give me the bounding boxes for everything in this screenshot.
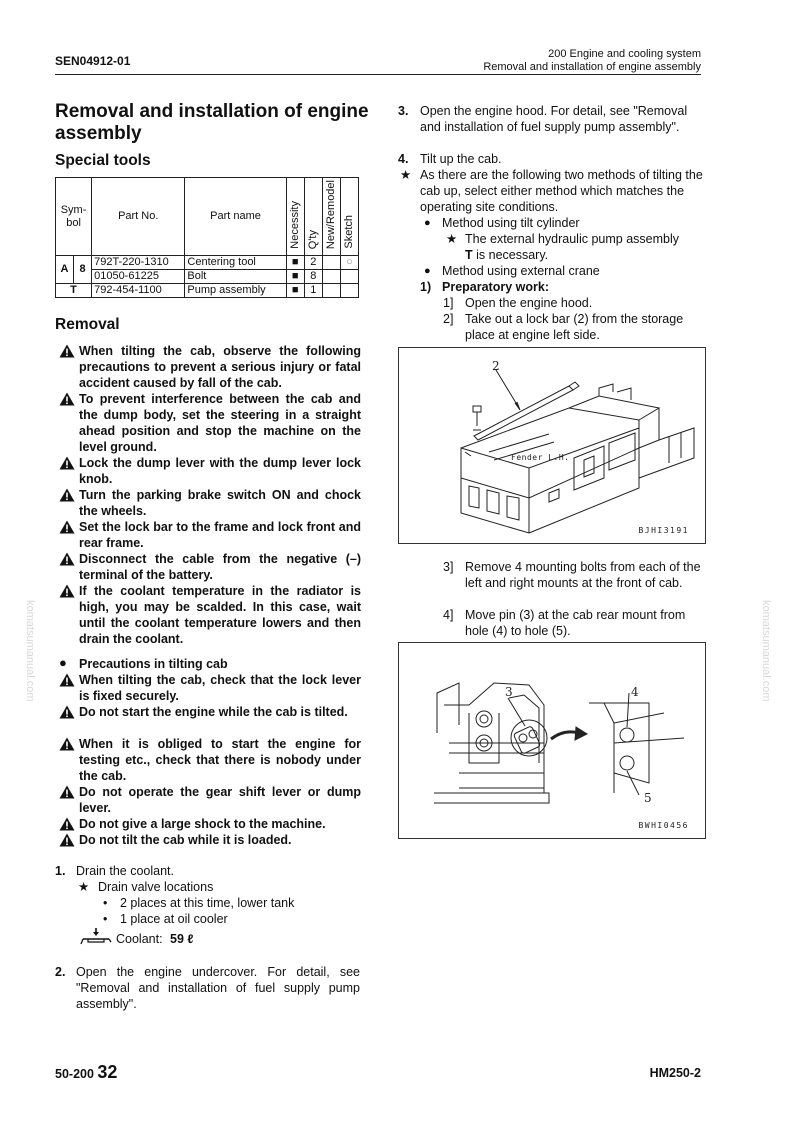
- step-4-text: Tilt up the cab.: [420, 152, 502, 166]
- col-qty-label: Q'ty: [306, 229, 319, 250]
- row-qty: 1: [304, 284, 322, 298]
- warning-item: [59, 455, 361, 487]
- table-row: [56, 270, 359, 284]
- header-section: [483, 48, 701, 74]
- row-symbol: A: [56, 256, 74, 284]
- warning-text: If the coolant temperature in the radiator is high, you may be scalded. In this case, wait until the coolant temperature lowers and then drain the coolant.: [79, 584, 361, 646]
- warning-triangle-icon: [59, 456, 75, 470]
- figure-lock-bar: [398, 347, 706, 544]
- step-2-number: 2.: [55, 965, 66, 979]
- warning-triangle-icon: [59, 833, 75, 847]
- row-new-remodel: [322, 256, 340, 270]
- star-icon: ★: [400, 168, 412, 182]
- table-row: [56, 256, 359, 270]
- special-tools-heading: Special tools: [55, 152, 151, 169]
- warning-item: [59, 391, 361, 455]
- prep-step-3-number: 3]: [443, 560, 454, 574]
- warning-text: Lock the dump lever with the dump lever lock knob.: [79, 456, 361, 486]
- coolant-label: Coolant:: [116, 932, 163, 946]
- bullet-icon: ●: [59, 655, 67, 670]
- row-part-name: Centering tool: [185, 256, 286, 270]
- tilt-precautions-heading: Precautions in tilting cab: [79, 657, 228, 671]
- header-rule: [55, 74, 701, 75]
- warning-triangle-icon: [59, 737, 75, 751]
- step-4-star-text: As there are the following two methods of tilting the cab up, select either method which matches the operating site conditions.: [420, 168, 703, 214]
- removal-heading: Removal: [55, 316, 120, 333]
- row-part-no: 792T-220-1310: [92, 256, 185, 270]
- row-new-remodel: [322, 284, 340, 298]
- warning-item: [59, 704, 361, 720]
- figure-1-fender-label: Fender L.H.: [511, 453, 570, 462]
- prep-step-1-number: 1]: [443, 296, 454, 310]
- step-1-star-text: Drain valve locations: [98, 880, 214, 894]
- figure-1-callout-2: 2: [492, 359, 502, 373]
- method-1-star-text: [465, 231, 705, 263]
- row-qty: 2: [304, 256, 322, 270]
- warning-triangle-icon: [59, 673, 75, 687]
- row-part-name: Pump assembly: [185, 284, 286, 298]
- row-necessity: ■: [286, 256, 304, 270]
- col-symbol: Sym-bol: [56, 178, 92, 256]
- col-sketch: [340, 178, 358, 256]
- col-sketch-label: Sketch: [342, 215, 355, 250]
- warning-item: [59, 672, 361, 704]
- warning-triangle-icon: [59, 488, 75, 502]
- warning-text: Disconnect the cable from the negative (–) terminal of the battery.: [79, 552, 361, 582]
- star-icon: ★: [446, 232, 458, 246]
- warning-text: When it is obliged to start the engine for testing etc., check that there is nobody under the cab.: [79, 737, 361, 783]
- prep-step-1-text: Open the engine hood.: [465, 296, 593, 310]
- warning-triangle-icon: [59, 584, 75, 598]
- warning-triangle-icon: [59, 785, 75, 799]
- warning-item: [59, 816, 361, 832]
- col-part-no: Part No.: [92, 178, 185, 256]
- row-new-remodel: [322, 270, 340, 284]
- figure-1-code: BJHI3191: [638, 526, 689, 535]
- special-tools-table: [55, 177, 359, 298]
- warning-text: Do not start the engine while the cab is tilted.: [79, 705, 348, 719]
- warning-text: When tilting the cab, check that the lock lever is fixed securely.: [79, 673, 361, 703]
- warning-item: [59, 519, 361, 551]
- prep-step-2-number: 2]: [443, 312, 454, 326]
- step-4-number: 4.: [398, 152, 409, 166]
- page-title: Removal and installation of engine assembly: [55, 101, 369, 144]
- warning-item: [59, 343, 361, 391]
- lock-bar-illustration: [399, 348, 705, 543]
- prep-step-3-text: Remove 4 mounting bolts from each of the left and right mounts at the front of cab.: [465, 560, 701, 590]
- warning-text: Turn the parking brake switch ON and chock the wheels.: [79, 488, 361, 518]
- header-section-title: 200 Engine and cooling system: [548, 48, 701, 60]
- warning-triangle-icon: [59, 344, 75, 358]
- row-sub: 8: [74, 256, 92, 284]
- cab-rear-mount-illustration: [399, 643, 705, 838]
- row-qty: 8: [304, 270, 322, 284]
- bullet-icon: ●: [424, 265, 431, 277]
- col-part-name: Part name: [185, 178, 286, 256]
- table-row: [56, 284, 359, 298]
- warning-item: [59, 487, 361, 519]
- col-new-remodel: [322, 178, 340, 256]
- row-symbol: T: [56, 284, 92, 298]
- row-necessity: ■: [286, 284, 304, 298]
- bullet-icon: •: [103, 912, 108, 926]
- method-1-star-text-c: is necessary.: [476, 248, 549, 262]
- row-necessity: ■: [286, 270, 304, 284]
- star-icon: ★: [78, 880, 90, 894]
- figure-pin-holes: [398, 642, 706, 839]
- col-new-remodel-label: New/Remodel: [324, 180, 337, 250]
- model-name: HM250-2: [649, 1066, 701, 1080]
- col-necessity-label: Necessity: [288, 201, 301, 250]
- row-part-name: Bolt: [185, 270, 286, 284]
- step-1-bullet-1: 2 places at this time, lower tank: [120, 896, 295, 910]
- watermark-left: komatsumanual.com: [24, 600, 36, 702]
- prep-number: 1): [420, 280, 432, 294]
- method-1-text: Method using tilt cylinder: [442, 216, 580, 230]
- method-2-text: Method using external crane: [442, 264, 600, 278]
- row-part-no: 01050-61225: [92, 270, 185, 284]
- figure-2-code: BWHI0456: [638, 821, 689, 830]
- page-number-main: 32: [97, 1062, 118, 1082]
- step-1-bullet-2: 1 place at oil cooler: [120, 912, 228, 926]
- watermark-right: komatsumanual.com: [760, 600, 772, 702]
- warning-item: [59, 784, 361, 816]
- row-sketch: [340, 284, 358, 298]
- warning-text: Do not operate the gear shift lever or dump lever.: [79, 785, 361, 815]
- bullet-icon: ●: [424, 217, 431, 229]
- method-1-star-text-a: The external hydraulic pump assembly: [465, 232, 679, 246]
- warning-triangle-icon: [59, 520, 75, 534]
- warning-text: Do not give a large shock to the machine.: [79, 817, 326, 831]
- warning-text: Do not tilt the cab while it is loaded.: [79, 833, 292, 847]
- method-1-star-symbol: T: [465, 248, 473, 262]
- row-sketch: ○: [340, 256, 358, 270]
- prep-step-2-text: Take out a lock bar (2) from the storage place at engine left side.: [465, 312, 684, 342]
- step-2-text: Open the engine undercover. For detail, see "Removal and installation of fuel supply pump assembly".: [76, 965, 360, 1011]
- warning-item: [59, 583, 361, 647]
- table-header-row: [56, 178, 359, 256]
- warning-triangle-icon: [59, 392, 75, 406]
- warning-triangle-icon: [59, 552, 75, 566]
- bullet-icon: •: [103, 896, 108, 910]
- prep-heading: Preparatory work:: [442, 280, 549, 294]
- warning-text: To prevent interference between the cab and the dump body, set the steering in a straight ahead position and stop the machine on the level ground.: [79, 392, 361, 454]
- step-3-text: Open the engine hood. For detail, see "Removal and installation of fuel supply pump assembly".: [420, 104, 688, 134]
- header-subsection-title: Removal and installation of engine assembly: [483, 61, 701, 73]
- tilt-precautions-heading-item: [59, 656, 361, 672]
- warning-item: [59, 551, 361, 583]
- step-3-number: 3.: [398, 104, 409, 118]
- warning-text: When tilting the cab, observe the following precautions to prevent a serious injury or fatal accident caused by fall of the cab.: [79, 344, 361, 390]
- warning-text: Set the lock bar to the frame and lock front and rear frame.: [79, 520, 361, 550]
- document-id: SEN04912-01: [55, 54, 131, 68]
- page-number: [55, 1062, 117, 1083]
- step-1-text: Drain the coolant.: [76, 864, 174, 878]
- drain-coolant-icon: [80, 926, 112, 946]
- col-necessity: [286, 178, 304, 256]
- row-part-no: 792-454-1100: [92, 284, 185, 298]
- prep-step-4-text: Move pin (3) at the cab rear mount from hole (4) to hole (5).: [465, 608, 686, 638]
- row-sketch: [340, 270, 358, 284]
- warning-item: [59, 832, 361, 848]
- coolant-value: 59 ℓ: [170, 932, 194, 946]
- prep-step-4-number: 4]: [443, 608, 454, 622]
- col-qty: [304, 178, 322, 256]
- page-number-prefix: 50-200: [55, 1067, 94, 1081]
- step-1-number: 1.: [55, 864, 66, 878]
- warning-triangle-icon: [59, 817, 75, 831]
- figure-2-callout-5: 5: [644, 791, 654, 805]
- warning-triangle-icon: [59, 705, 75, 719]
- figure-2-callout-4: 4: [631, 685, 641, 699]
- figure-2-callout-3: 3: [505, 685, 515, 699]
- warning-item: [59, 736, 361, 784]
